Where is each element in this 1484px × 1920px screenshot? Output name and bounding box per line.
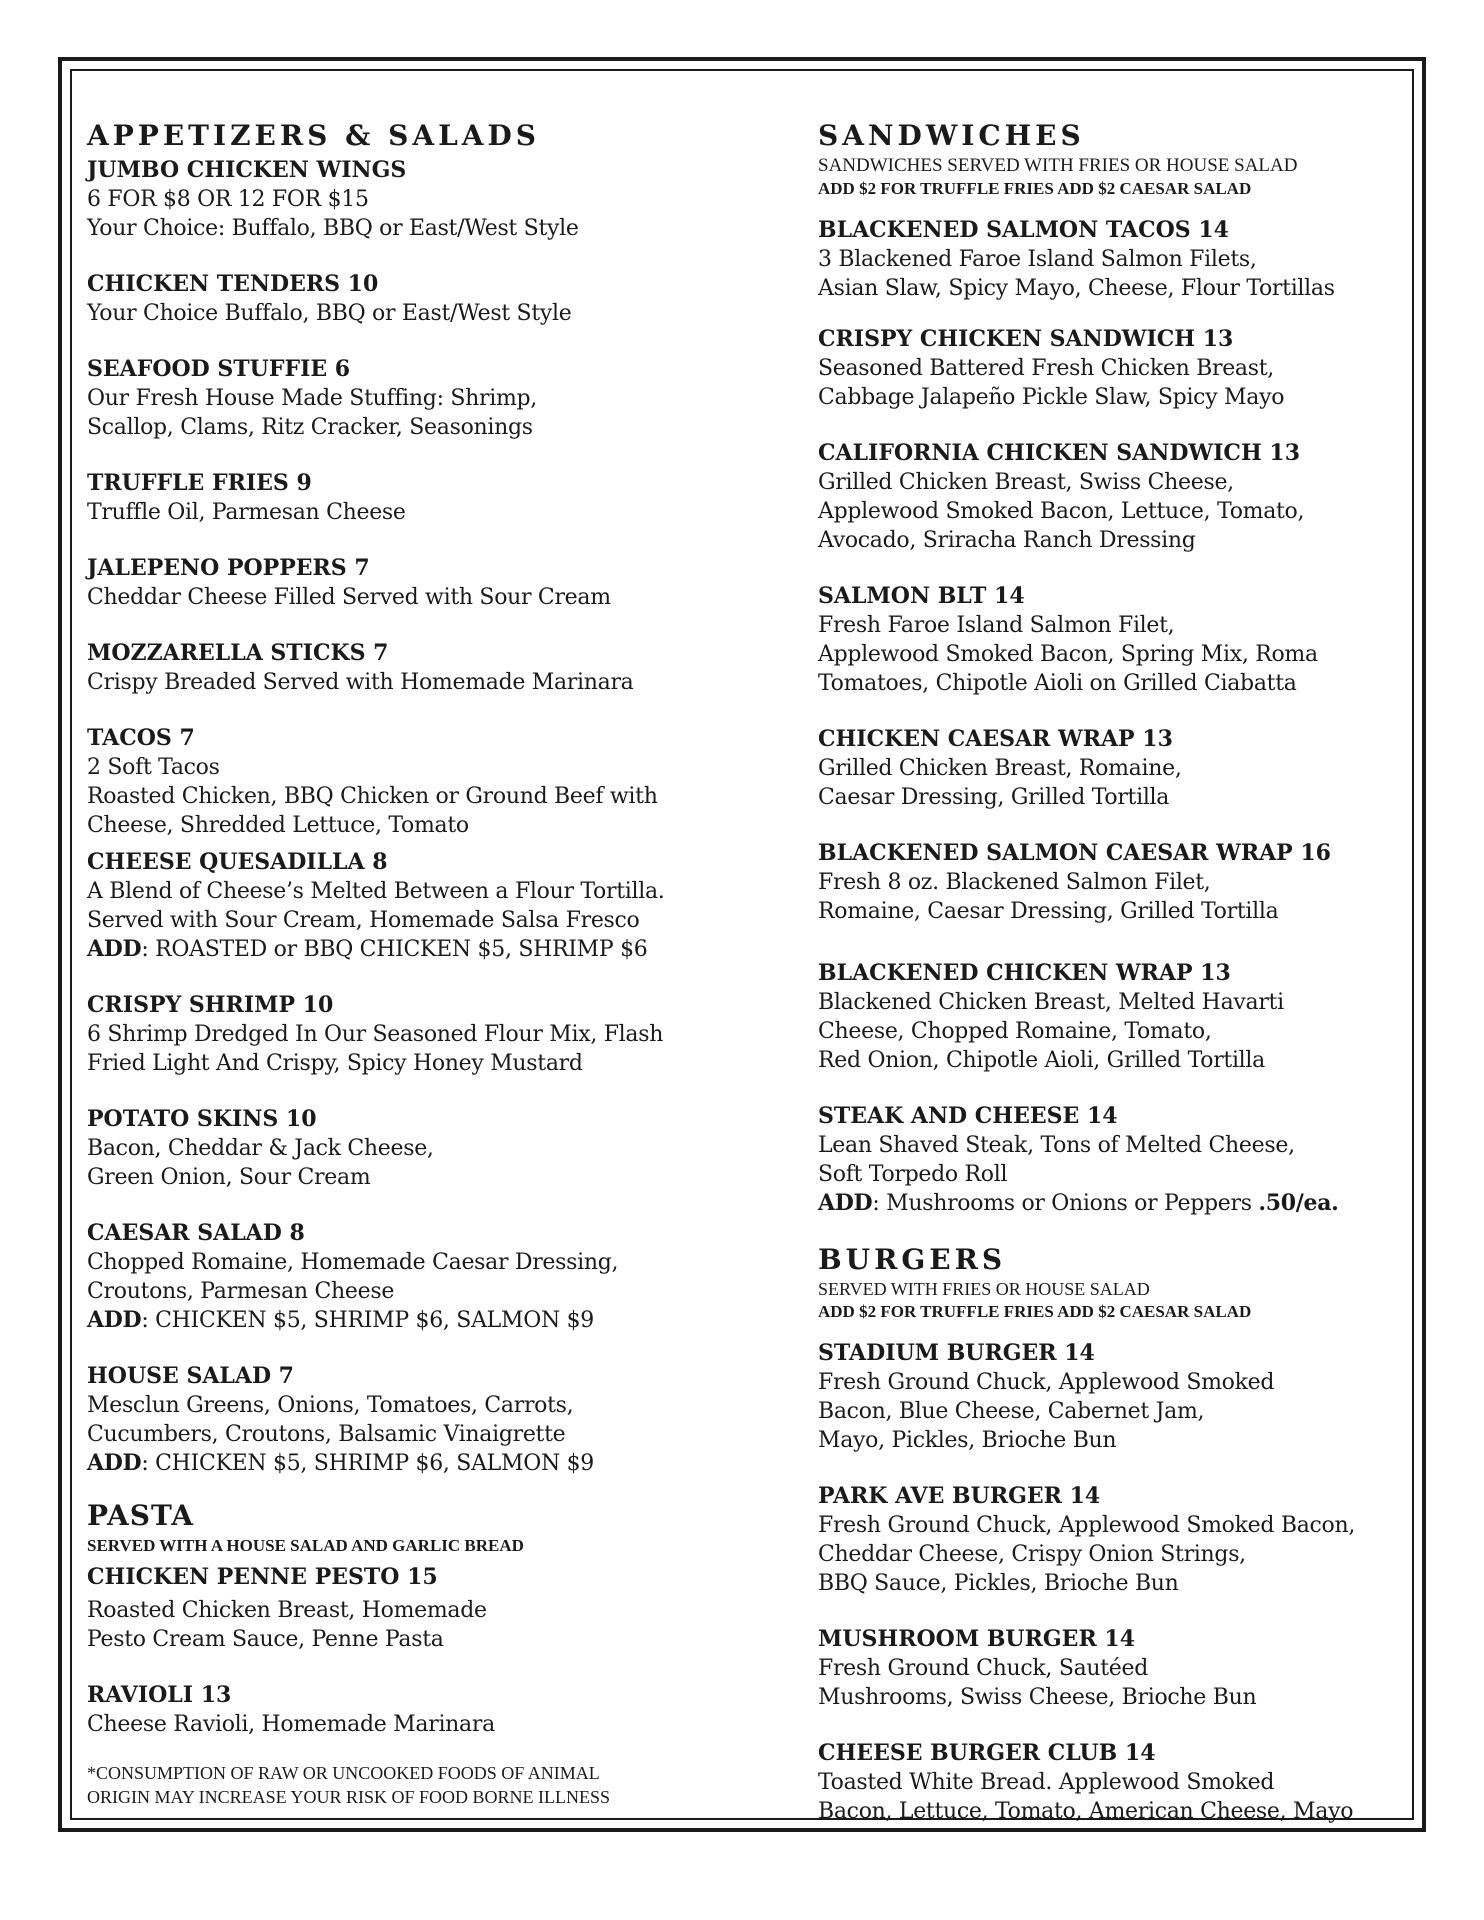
item-desc: Applewood Smoked Bacon, Lettuce, Tomato,: [818, 499, 1305, 524]
pasta-subtitle: SERVED WITH A HOUSE SALAD AND GARLIC BREAD: [87, 1536, 524, 1555]
item-desc: Pesto Cream Sauce, Penne Pasta: [87, 1627, 444, 1652]
item-desc: Croutons, Parmesan Cheese: [87, 1279, 395, 1304]
item-name: HOUSE SALAD 7: [87, 1363, 294, 1389]
item-desc: Cucumbers, Croutons, Balsamic Vinaigrette: [87, 1422, 566, 1447]
item-desc: Avocado, Sriracha Ranch Dressing: [818, 528, 1196, 553]
item-desc: Mesclun Greens, Onions, Tomatoes, Carrots,: [87, 1393, 574, 1418]
sandwiches-subtitle-2: ADD $2 FOR TRUFFLE FRIES ADD $2 CAESAR SALAD: [818, 179, 1252, 198]
item-name: CRISPY CHICKEN SANDWICH 13: [818, 326, 1234, 352]
add-text: : CHICKEN $5, SHRIMP $6, SALMON $9: [141, 1308, 594, 1333]
item-desc: Cheese, Shredded Lettuce, Tomato: [87, 813, 469, 838]
item-desc: Grilled Chicken Breast, Romaine,: [818, 756, 1182, 781]
item-desc: Truffle Oil, Parmesan Cheese: [87, 500, 406, 525]
item-name: TACOS 7: [87, 725, 195, 751]
menu-item: [87, 1681, 737, 1739]
left-column: [87, 118, 737, 1809]
item-name: BLACKENED SALMON CAESAR WRAP 16: [818, 840, 1331, 866]
item-desc: Bacon, Lettuce, Tomato, American Cheese, Mayo: [818, 1799, 1354, 1824]
item-name: BLACKENED CHICKEN WRAP 13: [818, 960, 1231, 986]
item-desc: Tomatoes, Chipotle Aioli on Grilled Ciabatta: [818, 671, 1297, 696]
item-name: CAESAR SALAD 8: [87, 1220, 305, 1246]
menu-item: [87, 1105, 737, 1192]
item-desc: Caesar Dressing, Grilled Tortilla: [818, 785, 1170, 810]
item-desc: Cheese, Chopped Romaine, Tomato,: [818, 1019, 1212, 1044]
item-name: CHICKEN CAESAR WRAP 13: [818, 726, 1173, 752]
menu-item: [818, 216, 1418, 303]
item-desc: Cheddar Cheese Filled Served with Sour Cream: [87, 585, 611, 610]
item-desc: Roasted Chicken, BBQ Chicken or Ground Beef with: [87, 784, 658, 809]
menu-item: [87, 1563, 737, 1654]
item-name: TRUFFLE FRIES 9: [87, 470, 312, 496]
item-name: PARK AVE BURGER 14: [818, 1483, 1101, 1509]
item-name: MUSHROOM BURGER 14: [818, 1626, 1136, 1652]
item-desc: Crispy Breaded Served with Homemade Marinara: [87, 670, 634, 695]
add-price: .50/ea.: [1258, 1190, 1339, 1216]
sandwiches-subtitle: SANDWICHES SERVED WITH FRIES OR HOUSE SALAD: [818, 155, 1298, 176]
item-desc: Roasted Chicken Breast, Homemade: [87, 1598, 487, 1623]
sandwiches-heading: SANDWICHES: [818, 119, 1085, 152]
item-desc: BBQ Sauce, Pickles, Brioche Bun: [818, 1571, 1179, 1596]
item-add-line: [87, 935, 737, 964]
item-name: STADIUM BURGER 14: [818, 1340, 1095, 1366]
item-desc: 3 Blackened Faroe Island Salmon Filets,: [818, 247, 1257, 272]
item-name: CRISPY SHRIMP 10: [87, 992, 334, 1018]
item-name: JUMBO CHICKEN WINGS: [87, 157, 407, 183]
item-desc: Blackened Chicken Breast, Melted Havarti: [818, 990, 1284, 1015]
item-name: POTATO SKINS 10: [87, 1106, 317, 1132]
item-name: RAVIOLI 13: [87, 1682, 232, 1708]
item-name: JALEPENO POPPERS 7: [87, 555, 370, 581]
item-desc: 2 Soft Tacos: [87, 755, 220, 780]
item-desc: Applewood Smoked Bacon, Spring Mix, Roma: [818, 642, 1318, 667]
disclaimer-line: ORIGIN MAY INCREASE YOUR RISK OF FOOD BORNE ILLNESS: [87, 1787, 611, 1807]
menu-item: [87, 848, 737, 964]
item-desc: Scallop, Clams, Ritz Cracker, Seasonings: [87, 415, 533, 440]
item-desc: Fresh Ground Chuck, Applewood Smoked Bacon,: [818, 1513, 1356, 1538]
item-desc: Seasoned Battered Fresh Chicken Breast,: [818, 356, 1274, 381]
item-add-line: [87, 1306, 737, 1335]
item-desc: Cheddar Cheese, Crispy Onion Strings,: [818, 1542, 1246, 1567]
menu-item: [87, 639, 737, 697]
item-desc: Chopped Romaine, Homemade Caesar Dressing,: [87, 1250, 619, 1275]
menu-item: [87, 991, 737, 1078]
item-name: STEAK AND CHEESE 14: [818, 1103, 1118, 1129]
item-desc: Green Onion, Sour Cream: [87, 1165, 371, 1190]
menu-item: [818, 959, 1418, 1075]
item-desc: Your Choice Buffalo, BBQ or East/West Style: [87, 301, 572, 326]
menu-item: [818, 1625, 1418, 1712]
burgers-subtitle-2: ADD $2 FOR TRUFFLE FRIES ADD $2 CAESAR SALAD: [818, 1302, 1252, 1321]
menu-item: [818, 1739, 1418, 1826]
item-desc: Fresh Ground Chuck, Sautéed: [818, 1656, 1149, 1681]
item-desc: Bacon, Blue Cheese, Cabernet Jam,: [818, 1399, 1205, 1424]
item-desc: Lean Shaved Steak, Tons of Melted Cheese,: [818, 1133, 1295, 1158]
menu-item: [87, 469, 737, 527]
menu-item: [818, 1339, 1418, 1455]
menu-item: [87, 1219, 737, 1335]
menu-item: [87, 156, 737, 243]
item-name: CHEESE BURGER CLUB 14: [818, 1740, 1156, 1766]
item-desc: 6 FOR $8 OR 12 FOR $15: [87, 187, 369, 212]
menu-item: [818, 325, 1418, 412]
menu-item: [87, 270, 737, 328]
item-name: CHEESE QUESADILLA 8: [87, 849, 388, 875]
menu-item: [818, 725, 1418, 812]
item-desc: Bacon, Cheddar & Jack Cheese,: [87, 1136, 434, 1161]
add-label: ADD: [87, 1307, 142, 1333]
item-desc: Romaine, Caesar Dressing, Grilled Tortilla: [818, 899, 1279, 924]
pasta-heading: PASTA: [87, 1499, 194, 1532]
item-desc: Cheese Ravioli, Homemade Marinara: [87, 1712, 495, 1737]
add-label: ADD: [87, 1450, 142, 1476]
item-desc: A Blend of Cheese’s Melted Between a Flour Tortilla.: [87, 879, 665, 904]
item-name: CHICKEN TENDERS 10: [87, 271, 379, 297]
item-desc: Your Choice: Buffalo, BBQ or East/West Style: [87, 216, 579, 241]
item-desc: Grilled Chicken Breast, Swiss Cheese,: [818, 470, 1234, 495]
item-name: MOZZARELLA STICKS 7: [87, 640, 389, 666]
disclaimer-line: *CONSUMPTION OF RAW OR UNCOOKED FOODS OF ANIMAL: [87, 1763, 600, 1783]
burgers-heading: BURGERS: [818, 1243, 1007, 1276]
add-label: ADD: [818, 1190, 873, 1216]
item-desc: Cabbage Jalapeño Pickle Slaw, Spicy Mayo: [818, 385, 1285, 410]
menu-item: [818, 439, 1418, 555]
appetizers-heading: APPETIZERS & SALADS: [87, 119, 541, 152]
menu-item: [87, 724, 737, 840]
add-label: ADD: [87, 936, 142, 962]
item-desc: Red Onion, Chipotle Aioli, Grilled Tortilla: [818, 1048, 1265, 1073]
menu-item: [818, 582, 1418, 698]
menu-item: [818, 839, 1418, 926]
menu-item: [87, 355, 737, 442]
item-desc: Fresh Ground Chuck, Applewood Smoked: [818, 1370, 1275, 1395]
item-name: SALMON BLT 14: [818, 583, 1025, 609]
item-desc: Mushrooms, Swiss Cheese, Brioche Bun: [818, 1685, 1257, 1710]
item-name: SEAFOOD STUFFIE 6: [87, 356, 351, 382]
item-desc: Mayo, Pickles, Brioche Bun: [818, 1428, 1117, 1453]
item-desc: Fried Light And Crispy, Spicy Honey Mustard: [87, 1051, 583, 1076]
item-add-line: [87, 1449, 737, 1478]
item-name: CALIFORNIA CHICKEN SANDWICH 13: [818, 440, 1301, 466]
item-desc: 6 Shrimp Dredged In Our Seasoned Flour Mix, Flash: [87, 1022, 664, 1047]
item-desc: Served with Sour Cream, Homemade Salsa Fresco: [87, 908, 640, 933]
add-text: : Mushrooms or Onions or Peppers: [872, 1191, 1259, 1216]
menu-item: [818, 1482, 1418, 1598]
menu-item: [87, 1362, 737, 1478]
add-text: : CHICKEN $5, SHRIMP $6, SALMON $9: [141, 1451, 594, 1476]
item-desc: Asian Slaw, Spicy Mayo, Cheese, Flour Tortillas: [818, 276, 1335, 301]
item-name: BLACKENED SALMON TACOS 14: [818, 217, 1229, 243]
add-text: : ROASTED or BBQ CHICKEN $5, SHRIMP $6: [141, 937, 648, 962]
menu-item: [87, 554, 737, 612]
item-add-line: [818, 1189, 1418, 1218]
item-desc: Fresh Faroe Island Salmon Filet,: [818, 613, 1175, 638]
right-column: [818, 118, 1418, 1826]
menu-item: [818, 1102, 1418, 1218]
burgers-subtitle: SERVED WITH FRIES OR HOUSE SALAD: [818, 1279, 1150, 1299]
item-name: CHICKEN PENNE PESTO 15: [87, 1564, 438, 1590]
item-desc: Our Fresh House Made Stuffing: Shrimp,: [87, 386, 537, 411]
item-desc: Soft Torpedo Roll: [818, 1162, 1008, 1187]
item-desc: Toasted White Bread. Applewood Smoked: [818, 1770, 1275, 1795]
item-desc: Fresh 8 oz. Blackened Salmon Filet,: [818, 870, 1211, 895]
disclaimer: [87, 1761, 737, 1809]
